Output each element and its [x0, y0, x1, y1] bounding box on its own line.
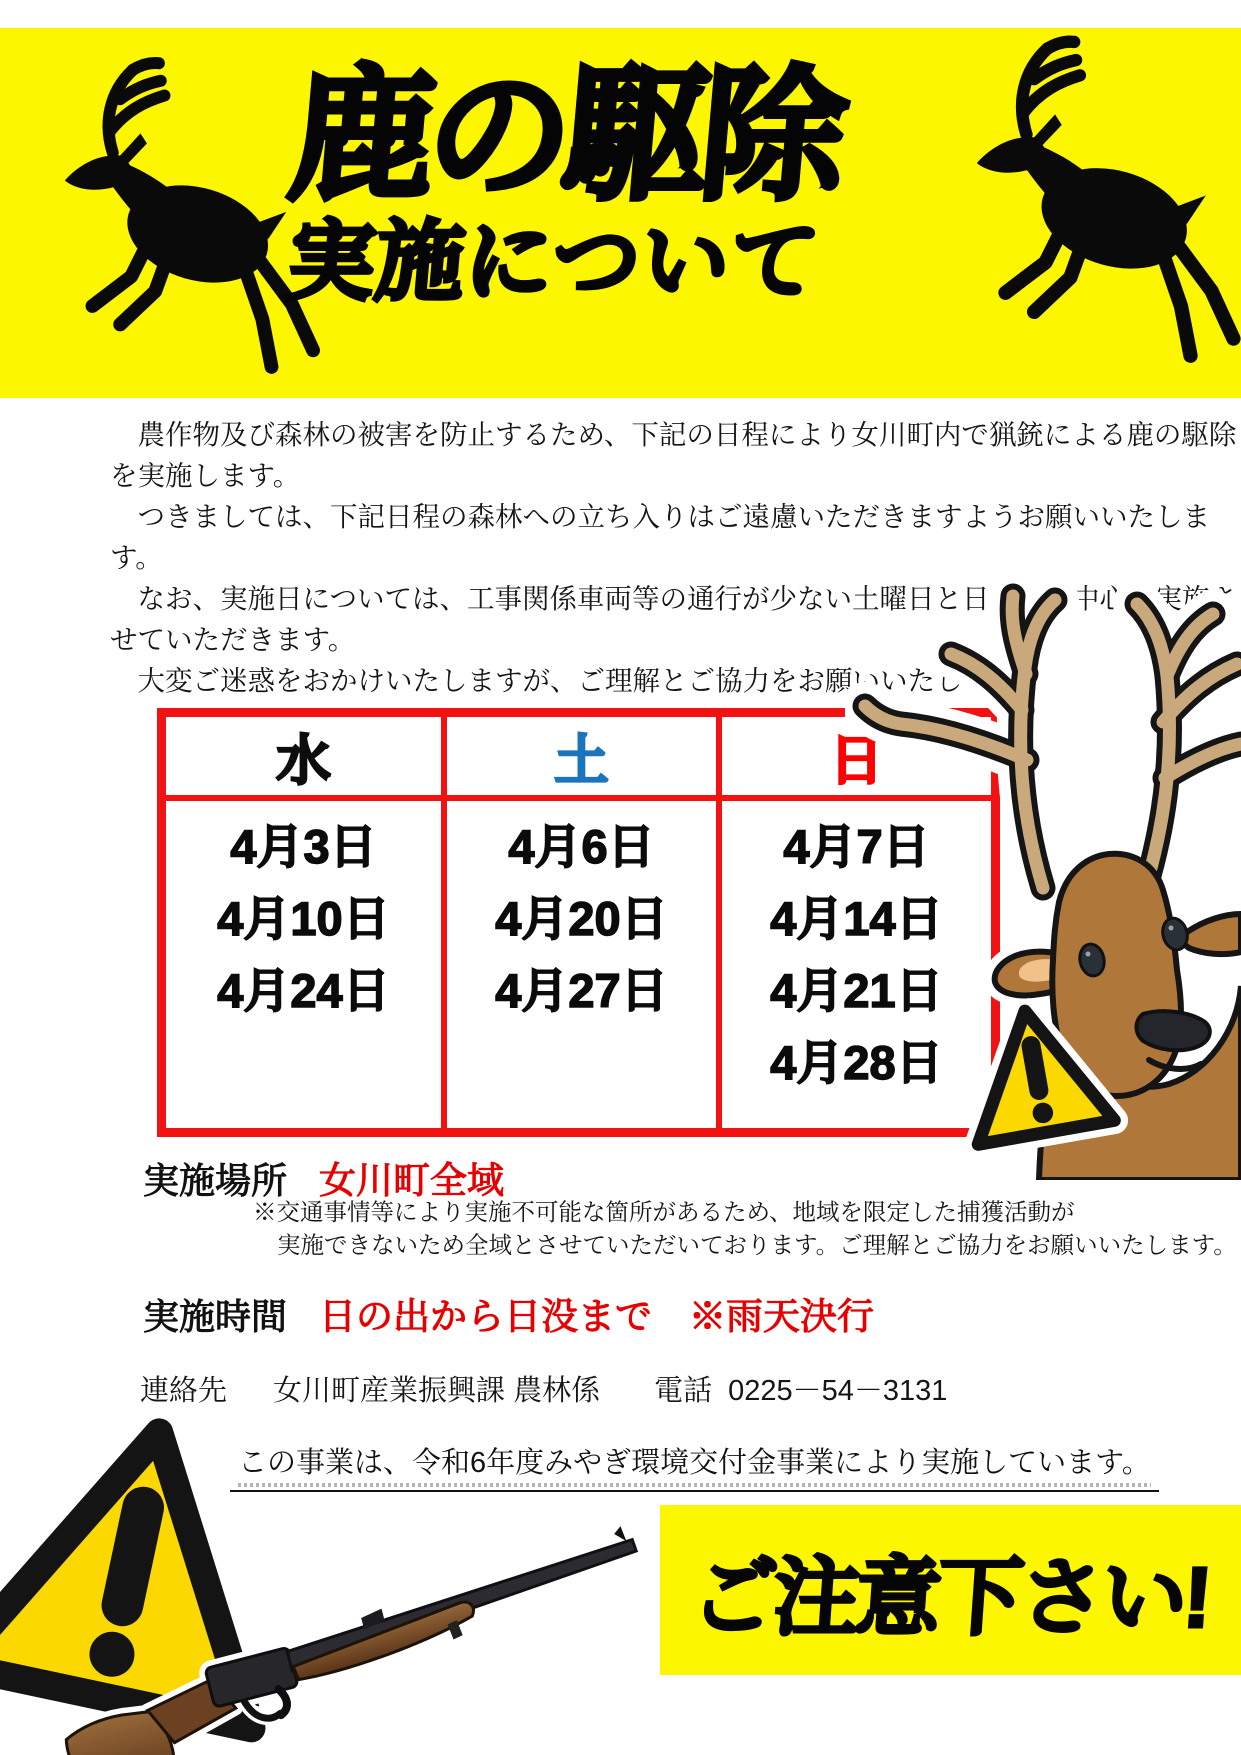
schedule-date: 4月21日 [770, 964, 943, 1017]
time-row [143, 1286, 874, 1340]
caution-text: ご注意下さい! [688, 1550, 1212, 1646]
schedule-column-saturday [441, 717, 716, 1128]
schedule-date: 4月7日 [783, 820, 930, 873]
contact-phone-label: 電話 [654, 1375, 713, 1407]
schedule-date: 4月28日 [770, 1036, 943, 1089]
time-label: 実施時間 [143, 1296, 288, 1337]
schedule-date: 4月24日 [217, 964, 390, 1017]
page-title-line2: 実施について [282, 212, 824, 311]
schedule-date: 4月27日 [495, 964, 668, 1017]
day-header-saturday: 土 [447, 717, 716, 801]
location-value: 女川町全域 [319, 1160, 505, 1201]
intro-paragraph: 農作物及び森林の被害を防止するため、下記の日程により女川町内で猟銃による鹿の駆除を実施します。 [110, 419, 1237, 491]
intro-paragraph: つきましては、下記日程の森林への立ち入りはご遠慮いただきますようお願いいたします。 [110, 501, 1210, 573]
contact-row [140, 1368, 947, 1409]
date-list [166, 801, 441, 1027]
schedule-date: 4月6日 [508, 820, 655, 873]
day-header-sunday: 日 [722, 717, 991, 801]
schedule-date: 4月20日 [495, 892, 668, 945]
location-note-line: 実施できないため全域とさせていただいております。ご理解とご協力をお願いいたします。 [277, 1232, 1237, 1258]
time-value: 日の出から日没まで ※雨天決行 [319, 1296, 875, 1337]
location-label: 実施場所 [143, 1160, 288, 1201]
schedule-column-wednesday [166, 717, 441, 1128]
deer-silhouette-right-icon [948, 20, 1241, 392]
banner-title [169, 55, 951, 311]
location-note-line: ※交通事情等により実施不可能な箇所があるため、地域を限定した捕獲活動が [253, 1199, 1075, 1225]
location-notes [253, 1196, 1237, 1262]
contact-label: 連絡先 [140, 1375, 228, 1407]
intro-paragraph: なお、実施日については、工事関係車両等の通行が少ない土曜日と日曜日を中心に実施させていただきます。 [110, 583, 1237, 655]
page-title-line1: 鹿の駆除 [283, 55, 846, 217]
contact-organization: 女川町産業振興課 農林係 [273, 1375, 601, 1407]
schedule-date: 4月14日 [770, 892, 943, 945]
date-list [447, 801, 716, 1027]
intro-paragraph: 大変ご迷惑をおかけいたしますが、ご理解とご協力をお願いいたします。 [137, 665, 1043, 696]
contact-phone-number: 0225－54－3131 [728, 1375, 948, 1407]
day-header-wednesday: 水 [166, 717, 441, 801]
funding-note: この事業は、令和6年度みやぎ環境交付金事業により実施しています。 [230, 1440, 1159, 1492]
schedule-date: 4月10日 [217, 892, 390, 945]
schedule-date: 4月3日 [230, 820, 377, 873]
caution-banner [660, 1505, 1241, 1675]
warning-triangle-icon [938, 984, 1134, 1164]
